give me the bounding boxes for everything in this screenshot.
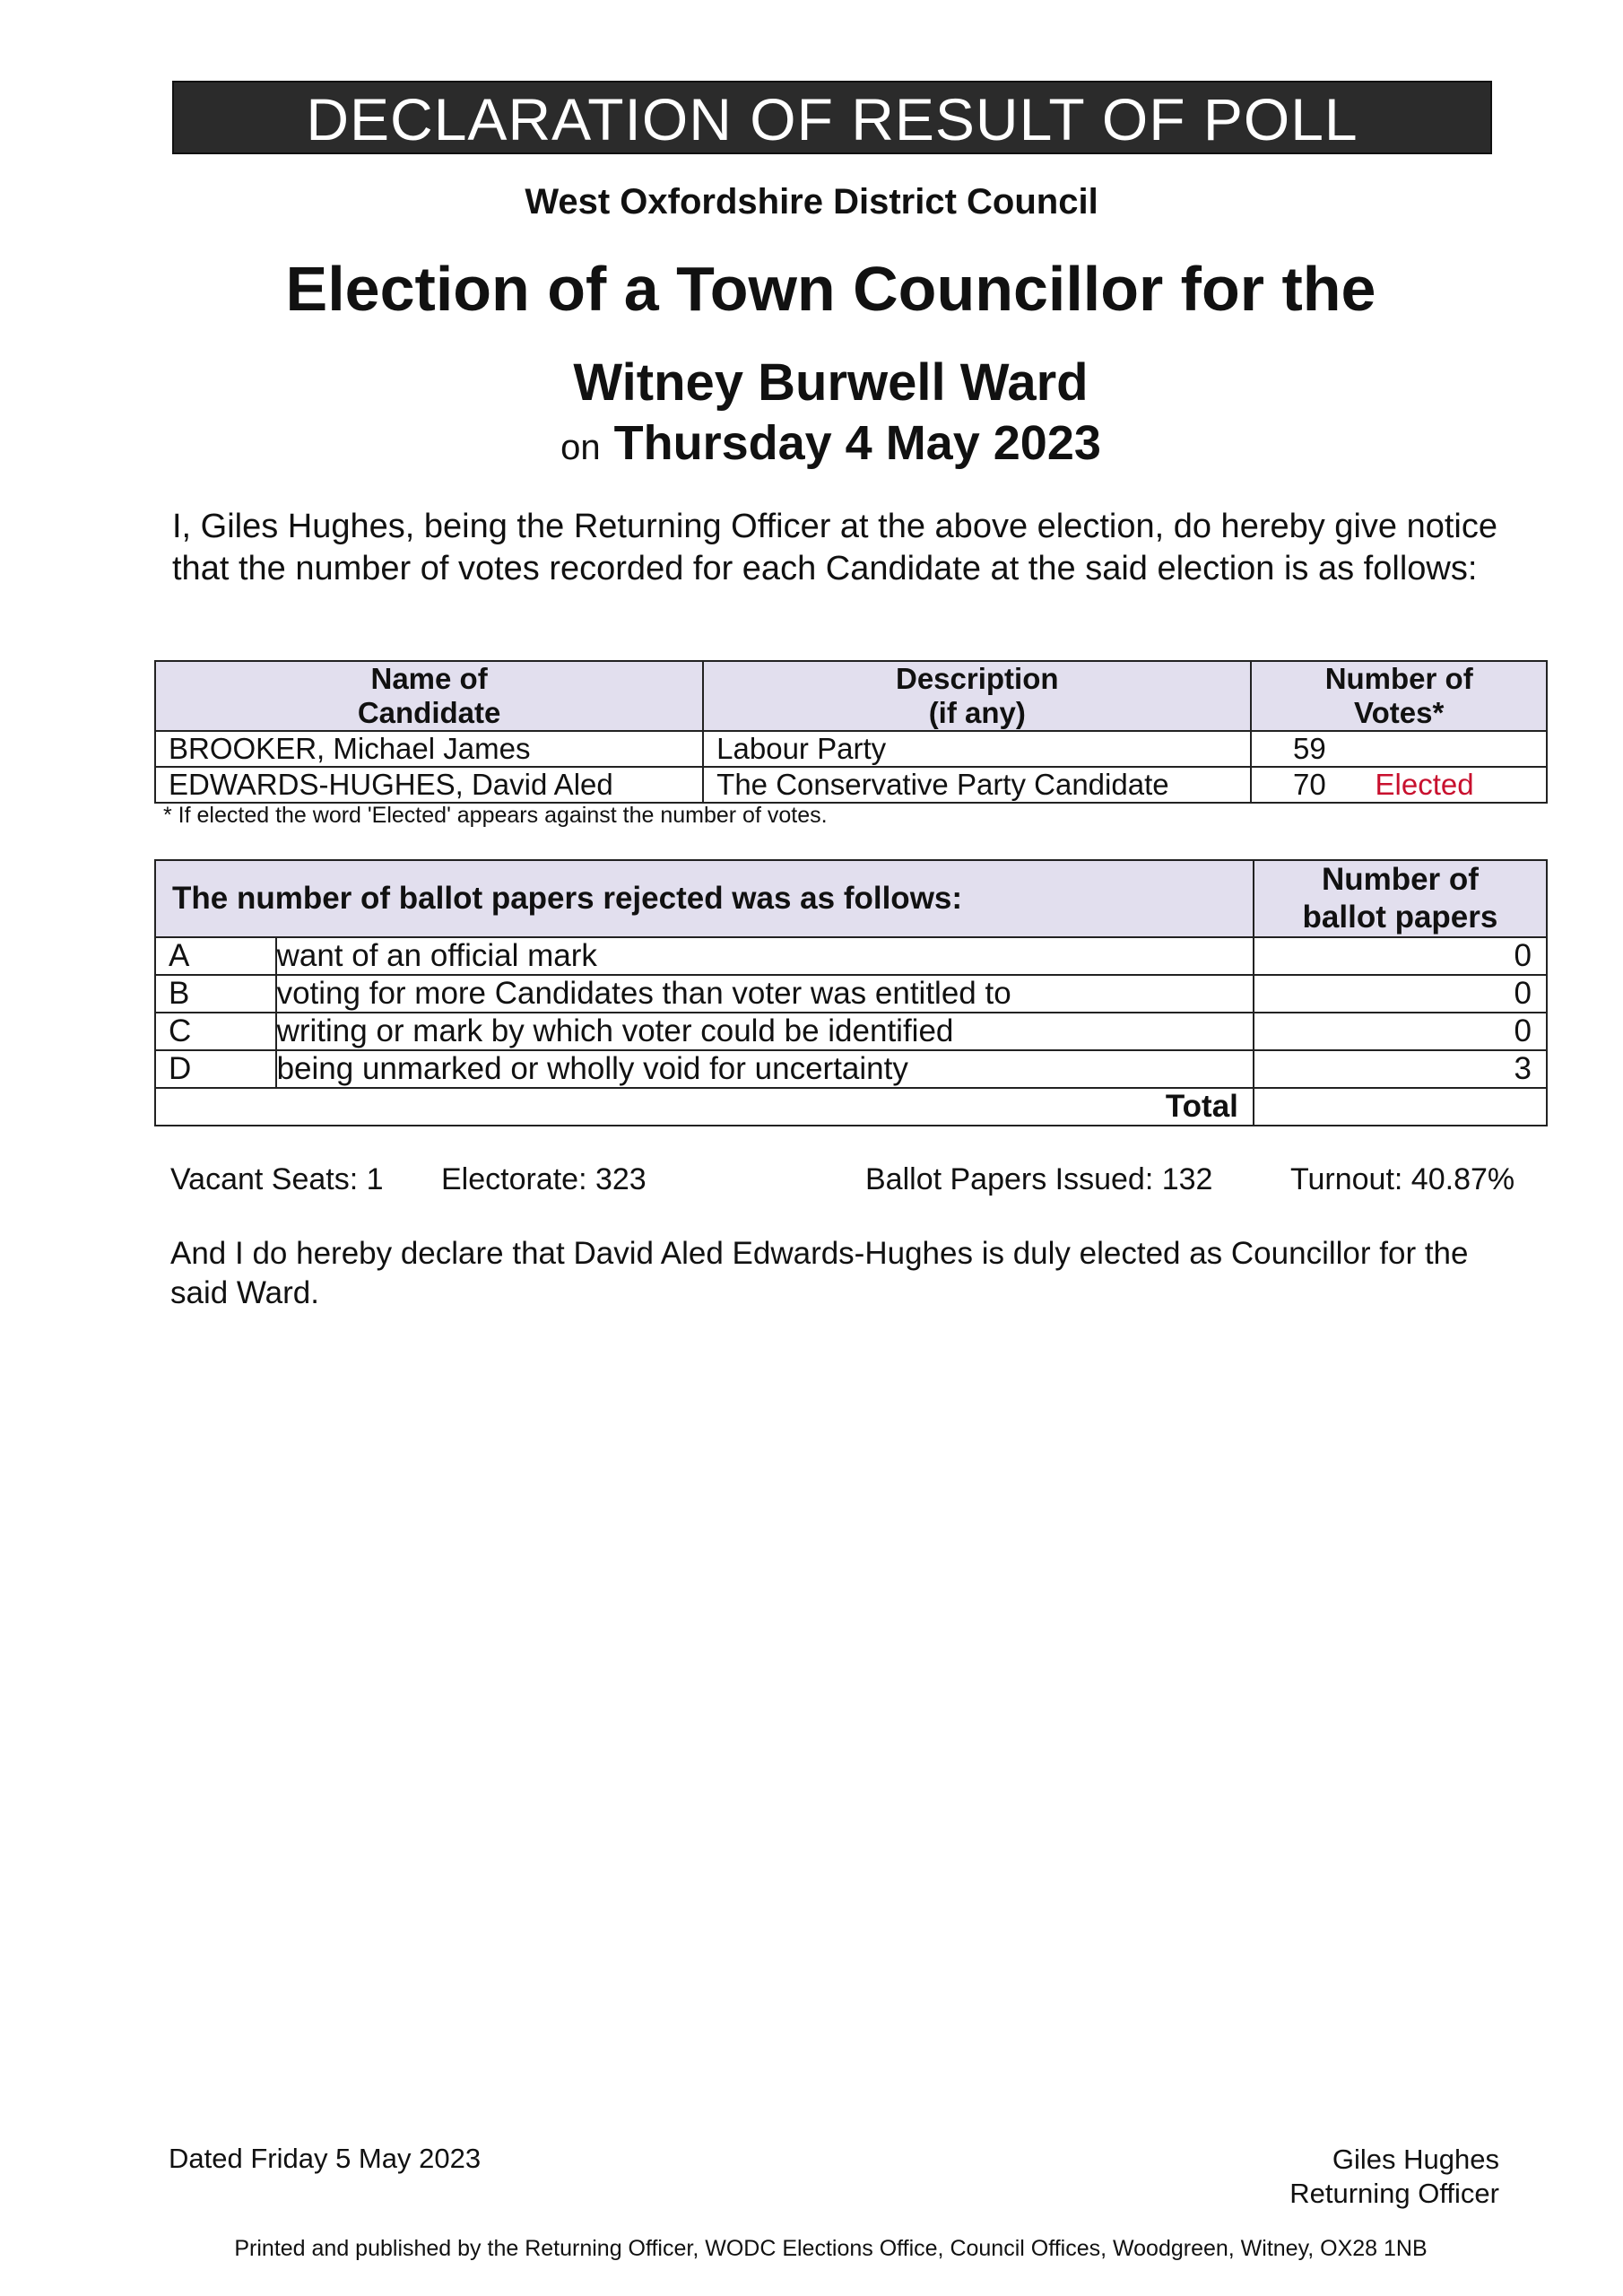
reason-code: A: [155, 937, 276, 975]
declaration-text: And I do hereby declare that David Aled Edwards-Hughes is duly elected as Councillor for the said Ward.: [170, 1236, 1469, 1310]
total-label: Total: [155, 1088, 1254, 1126]
description-header-line1: Description: [896, 662, 1059, 695]
candidate-votes: 59: [1293, 732, 1326, 765]
reason-count: 0: [1254, 975, 1547, 1013]
reason-count: 0: [1254, 937, 1547, 975]
votes-header: [1251, 661, 1547, 731]
printed-by: Printed and published by the Returning Officer, WODC Elections Office, Council Offices, Woodgreen, Witney, OX28 1NB: [234, 2236, 1428, 2261]
table-row: [155, 731, 1547, 767]
name-header-line2: Candidate: [357, 696, 501, 729]
candidates-table: [154, 660, 1548, 804]
electorate: Electorate: 323: [441, 1162, 647, 1196]
ballot-count-header-line2: ballot papers: [1302, 900, 1498, 935]
table-row: [155, 1050, 1547, 1088]
votes-footnote: * If elected the word 'Elected' appears against the number of votes.: [163, 803, 828, 828]
reason-text: writing or mark by which voter could be identified: [276, 1013, 1254, 1050]
table-row: [155, 1013, 1547, 1050]
total-row: [155, 1088, 1547, 1126]
election-date-line: [0, 415, 1623, 471]
rejected-heading: The number of ballot papers rejected was as follows:: [155, 860, 1254, 937]
election-date: Thursday 4 May 2023: [613, 416, 1101, 470]
reason-code: B: [155, 975, 276, 1013]
reason-text: want of an official mark: [276, 937, 1254, 975]
ward-name: Witney Burwell Ward: [573, 353, 1089, 412]
council-name: West Oxfordshire District Council: [525, 182, 1098, 222]
signature-block: [1289, 2143, 1499, 2211]
description-header: [703, 661, 1251, 731]
officer-title: Returning Officer: [1289, 2178, 1499, 2209]
officer-name: Giles Hughes: [1332, 2144, 1499, 2175]
name-header-line1: Name of: [370, 662, 488, 695]
reason-text: voting for more Candidates than voter was entitled to: [276, 975, 1254, 1013]
candidates-header-row: [155, 661, 1547, 731]
table-row: [155, 767, 1547, 803]
candidate-name: BROOKER, Michael James: [155, 731, 703, 767]
candidate-description: Labour Party: [703, 731, 1251, 767]
vacant-seats: Vacant Seats: 1: [170, 1162, 384, 1196]
reason-text: being unmarked or wholly void for uncertainty: [276, 1050, 1254, 1088]
date-prefix: on: [560, 428, 601, 467]
votes-header-line1: Number of: [1324, 662, 1473, 695]
name-header: [155, 661, 703, 731]
description-header-line2: (if any): [928, 696, 1026, 729]
table-row: [155, 975, 1547, 1013]
dated-line: Dated Friday 5 May 2023: [169, 2143, 482, 2174]
reason-count: 0: [1254, 1013, 1547, 1050]
candidate-name: EDWARDS-HUGHES, David Aled: [155, 767, 703, 803]
candidate-votes-cell: [1251, 767, 1547, 803]
turnout: Turnout: 40.87%: [1290, 1162, 1515, 1196]
reason-code: D: [155, 1050, 276, 1088]
candidate-votes: 70: [1293, 768, 1326, 801]
rejected-ballots-table: [154, 859, 1548, 1126]
rejected-header-row: [155, 860, 1547, 937]
notice-text: I, Giles Hughes, being the Returning Officer at the above election, do hereby give notice that the number of votes recorded for each Candidate at the said election is as follows:: [172, 508, 1497, 587]
ballot-papers-issued: Ballot Papers Issued: 132: [865, 1162, 1213, 1196]
elected-status: Elected: [1375, 768, 1474, 801]
table-row: [155, 937, 1547, 975]
candidate-description: The Conservative Party Candidate: [703, 767, 1251, 803]
total-value: [1254, 1088, 1547, 1126]
reason-count: 3: [1254, 1050, 1547, 1088]
election-title: Election of a Town Councillor for the: [285, 254, 1376, 324]
ballot-count-header: [1254, 860, 1547, 937]
declaration-banner: DECLARATION OF RESULT OF POLL: [172, 81, 1492, 154]
ballot-count-header-line1: Number of: [1321, 862, 1479, 897]
candidate-votes-cell: [1251, 731, 1547, 767]
reason-code: C: [155, 1013, 276, 1050]
votes-header-line2: Votes*: [1354, 696, 1445, 729]
